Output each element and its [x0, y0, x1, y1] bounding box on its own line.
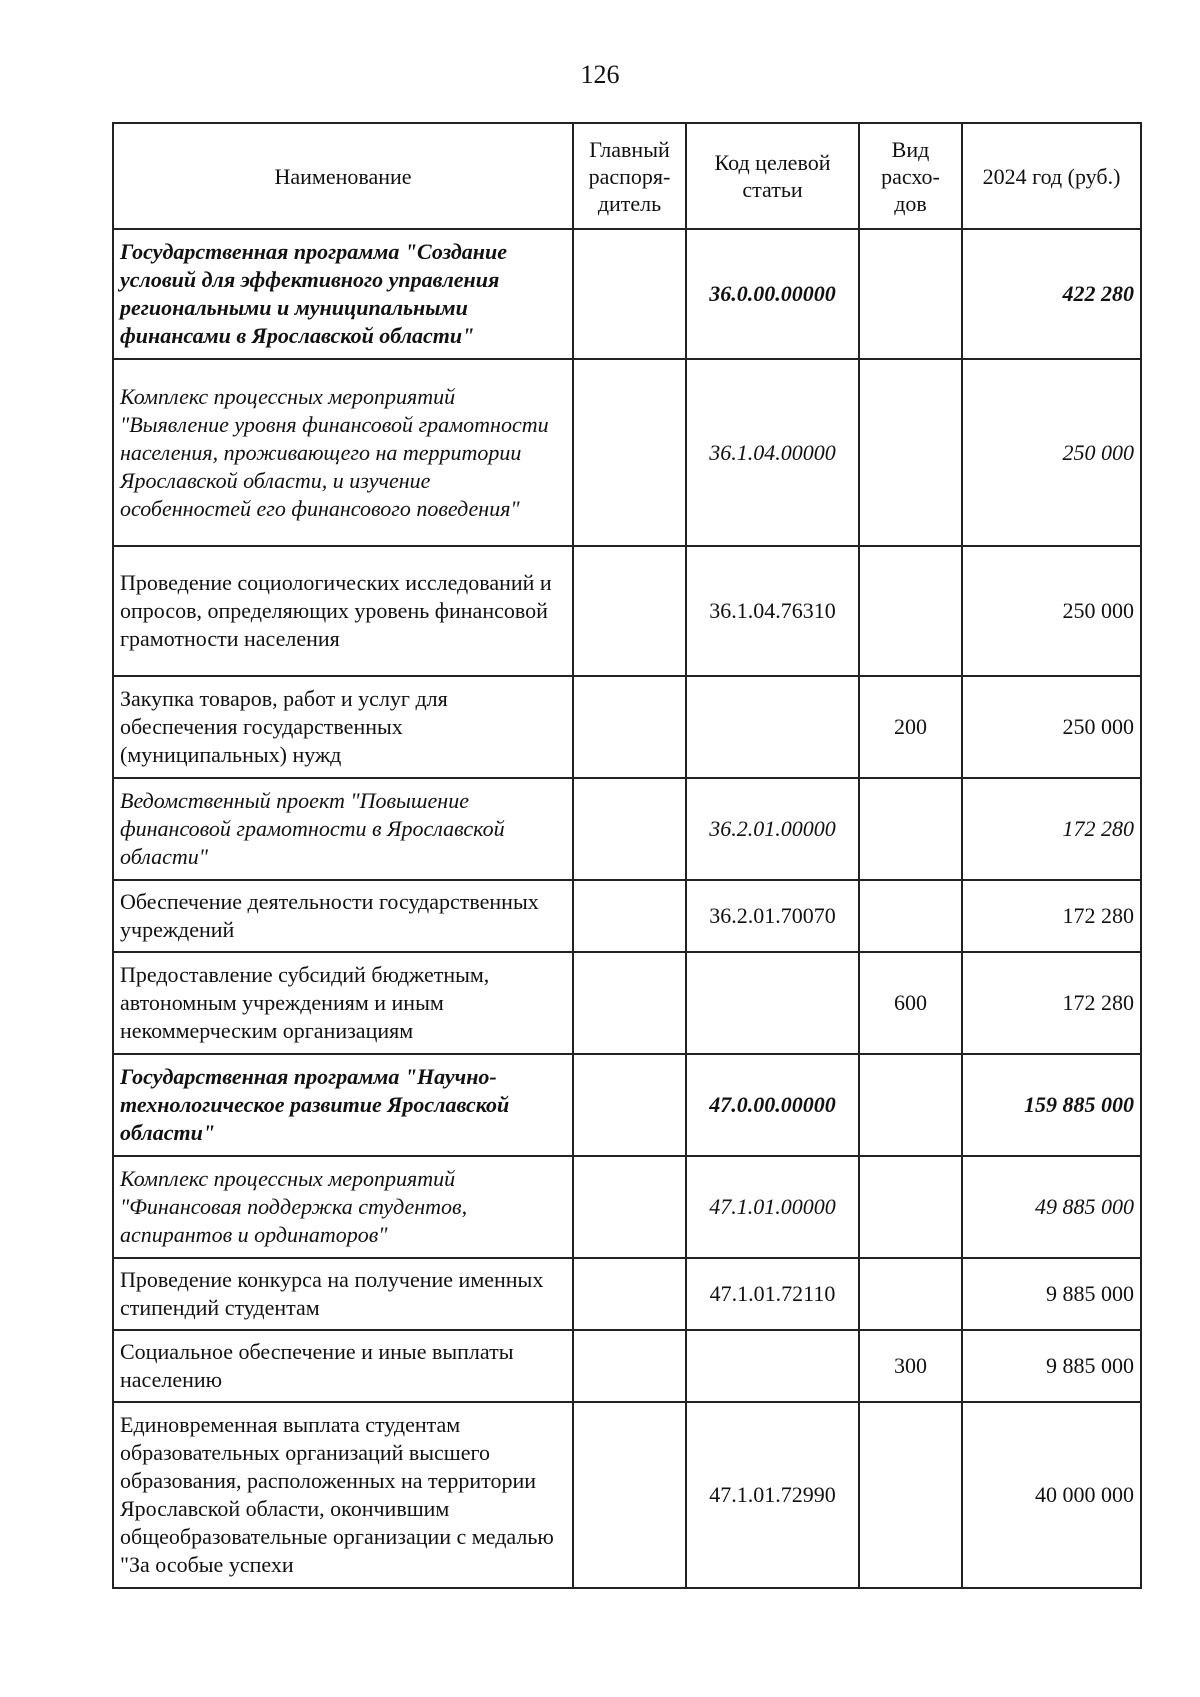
- row-expense-type-cell: [859, 229, 962, 359]
- row-name-cell: Проведение социологических исследований и опросов, определяющих уровень финансовой грамотности населения: [113, 546, 573, 676]
- row-chief-administrator-cell: [573, 1156, 686, 1258]
- row-name-cell: Ведомственный проект "Повышение финансовой грамотности в Ярославской области": [113, 778, 573, 880]
- row-expense-type-cell: [859, 1156, 962, 1258]
- row-target-code-cell: 36.1.04.00000: [686, 359, 859, 546]
- row-expense-type-cell: [859, 880, 962, 952]
- row-amount-cell: 40 000 000: [962, 1402, 1141, 1588]
- row-amount-cell: 9 885 000: [962, 1330, 1141, 1402]
- row-chief-administrator-cell: [573, 546, 686, 676]
- header-target-article-code: Код целевой статьи: [686, 123, 859, 229]
- row-amount-cell: 250 000: [962, 359, 1141, 546]
- row-amount-cell: 159 885 000: [962, 1054, 1141, 1156]
- row-amount-cell: 250 000: [962, 546, 1141, 676]
- row-target-code-cell: 36.1.04.76310: [686, 546, 859, 676]
- row-amount-cell: 172 280: [962, 952, 1141, 1054]
- header-name: Наименование: [113, 123, 573, 229]
- row-target-code-cell: 47.1.01.72990: [686, 1402, 859, 1588]
- row-expense-type-cell: 200: [859, 676, 962, 778]
- row-name-cell: Закупка товаров, работ и услуг для обеспечения государственных (муниципальных) нужд: [113, 676, 573, 778]
- row-name-cell: Комплекс процессных мероприятий "Выявление уровня финансовой грамотности населения, проживающего на территории Ярославской области, и изучение особенностей его финансового поведения": [113, 359, 573, 546]
- row-target-code-cell: [686, 1330, 859, 1402]
- row-amount-cell: 49 885 000: [962, 1156, 1141, 1258]
- table-row: [113, 1054, 1141, 1156]
- row-target-code-cell: [686, 676, 859, 778]
- table-header-row: [113, 123, 1141, 229]
- table-row: [113, 778, 1141, 880]
- header-amount-2024: 2024 год (руб.): [962, 123, 1141, 229]
- row-expense-type-cell: [859, 1258, 962, 1330]
- row-name-cell: Единовременная выплата студентам образовательных организаций высшего образования, расположенных на территории Ярославской области, окончившим общеобразовательные организации с медалью "За особые успехи: [113, 1402, 573, 1588]
- row-target-code-cell: 36.2.01.00000: [686, 778, 859, 880]
- row-expense-type-cell: 600: [859, 952, 962, 1054]
- row-expense-type-cell: [859, 778, 962, 880]
- row-target-code-cell: 47.0.00.00000: [686, 1054, 859, 1156]
- table-row: [113, 952, 1141, 1054]
- table-row: [113, 229, 1141, 359]
- row-amount-cell: 172 280: [962, 880, 1141, 952]
- row-chief-administrator-cell: [573, 1054, 686, 1156]
- row-chief-administrator-cell: [573, 1330, 686, 1402]
- row-amount-cell: 9 885 000: [962, 1258, 1141, 1330]
- row-name-cell: Государственная программа "Создание условий для эффективного управления региональными и муниципальными финансами в Ярославской области": [113, 229, 573, 359]
- row-target-code-cell: 36.0.00.00000: [686, 229, 859, 359]
- table-row: [113, 880, 1141, 952]
- table-row: [113, 676, 1141, 778]
- row-target-code-cell: [686, 952, 859, 1054]
- table-row: [113, 546, 1141, 676]
- row-chief-administrator-cell: [573, 229, 686, 359]
- row-name-cell: Проведение конкурса на получение именных стипендий студентам: [113, 1258, 573, 1330]
- header-chief-administrator: Главный распоря-дитель: [573, 123, 686, 229]
- row-target-code-cell: 36.2.01.70070: [686, 880, 859, 952]
- row-expense-type-cell: [859, 546, 962, 676]
- row-name-cell: Обеспечение деятельности государственных учреждений: [113, 880, 573, 952]
- row-expense-type-cell: [859, 359, 962, 546]
- row-chief-administrator-cell: [573, 880, 686, 952]
- row-amount-cell: 172 280: [962, 778, 1141, 880]
- page-number: 126: [580, 60, 620, 89]
- row-expense-type-cell: 300: [859, 1330, 962, 1402]
- table-row: [113, 1330, 1141, 1402]
- table-row: [113, 359, 1141, 546]
- row-name-cell: Социальное обеспечение и иные выплаты населению: [113, 1330, 573, 1402]
- row-expense-type-cell: [859, 1054, 962, 1156]
- row-amount-cell: 422 280: [962, 229, 1141, 359]
- row-chief-administrator-cell: [573, 676, 686, 778]
- budget-table: [112, 122, 1142, 1589]
- row-chief-administrator-cell: [573, 952, 686, 1054]
- header-expense-type: Вид расхо-дов: [859, 123, 962, 229]
- row-chief-administrator-cell: [573, 1258, 686, 1330]
- row-name-cell: Государственная программа "Научно-технологическое развитие Ярославской области": [113, 1054, 573, 1156]
- row-name-cell: Предоставление субсидий бюджетным, автономным учреждениям и иным некоммерческим организациям: [113, 952, 573, 1054]
- table-row: [113, 1402, 1141, 1588]
- table-row: [113, 1258, 1141, 1330]
- row-name-cell: Комплекс процессных мероприятий "Финансовая поддержка студентов, аспирантов и ординаторов": [113, 1156, 573, 1258]
- row-expense-type-cell: [859, 1402, 962, 1588]
- row-target-code-cell: 47.1.01.72110: [686, 1258, 859, 1330]
- row-amount-cell: 250 000: [962, 676, 1141, 778]
- row-chief-administrator-cell: [573, 359, 686, 546]
- table-row: [113, 1156, 1141, 1258]
- row-target-code-cell: 47.1.01.00000: [686, 1156, 859, 1258]
- row-chief-administrator-cell: [573, 778, 686, 880]
- row-chief-administrator-cell: [573, 1402, 686, 1588]
